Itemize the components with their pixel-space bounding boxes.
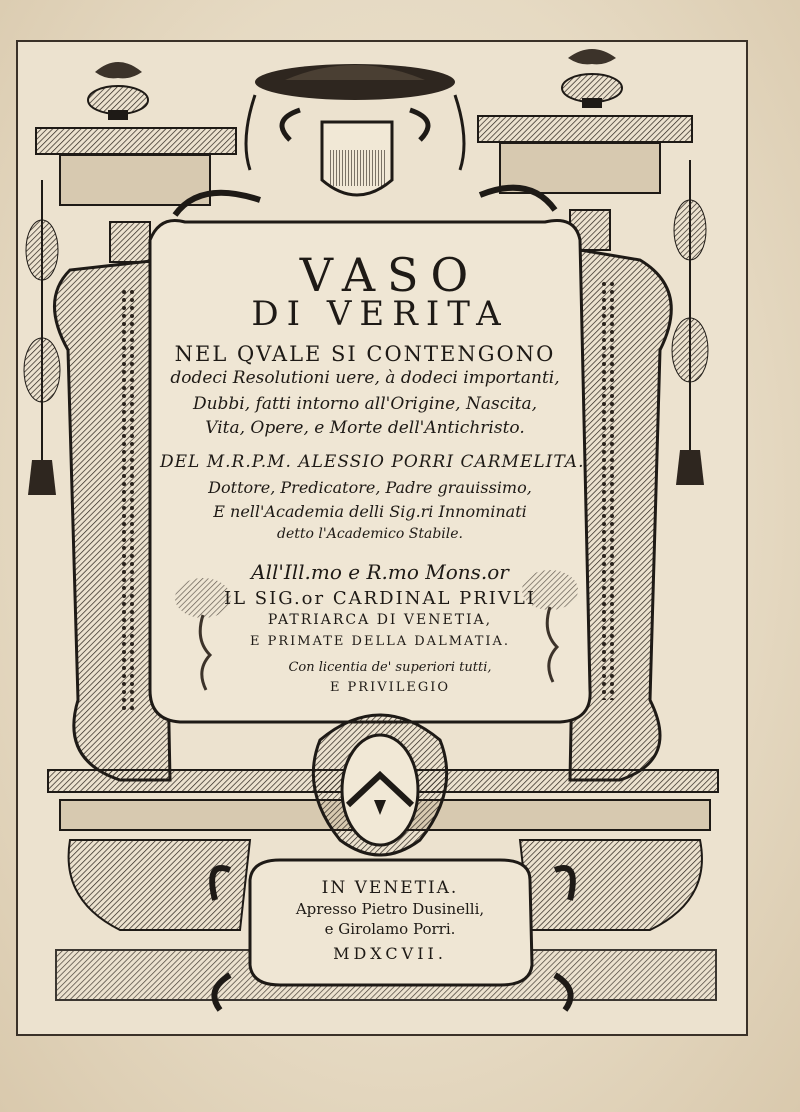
subtitle-line-2: dodeci Resolutioni uere, à dodeci importanti, [170,368,560,388]
imprint-line-4: MDXCVII. [333,944,447,963]
dedication-line-4: E PRIMATE DELLA DALMATIA. [249,634,511,649]
subtitle-line-1: NEL QVALE SI CONTENGONO [174,342,556,366]
urn-icon [562,49,622,108]
tassel-icon [24,180,60,495]
imprint-line-1: IN VENETIA. [321,878,459,898]
license-line-2: E PRIVILEGIO [329,680,451,695]
title-line-1: VASO [299,248,481,302]
imprint-line-2: Apresso Pietro Dusinelli, [295,900,485,918]
author-line-1: DEL M.R.P.M. ALESSIO PORRI CARMELITA. [160,452,585,472]
title-line-2: DI VERITA [251,294,509,334]
dedication-line-1: All'Ill.mo e R.mo Mons.or [251,560,509,584]
dedication-line-3: PATRIARCA DI VENETIA, [267,612,493,628]
subtitle-line-4: Vita, Opere, e Morte dell'Antichristo. [205,418,525,438]
subtitle-line-3: Dubbi, fatti intorno all'Origine, Nascita, [192,394,538,414]
coat-of-arms-icon [313,715,446,855]
author-line-3: E nell'Academia delli Sig.ri Innominati [213,502,527,521]
imprint-line-3: e Girolamo Porri. [324,920,456,938]
dedication-line-2: IL SIG.or CARDINAL PRIVLI [224,588,536,609]
tassel-icon [672,160,708,485]
license-line-1: Con licentia de' superiori tutti, [288,660,492,675]
coat-of-arms-icon [282,110,428,195]
author-line-4: detto l'Academico Stabile. [277,526,463,542]
author-line-2: Dottore, Predicatore, Padre grauissimo, [208,478,532,497]
urn-icon [88,62,148,120]
